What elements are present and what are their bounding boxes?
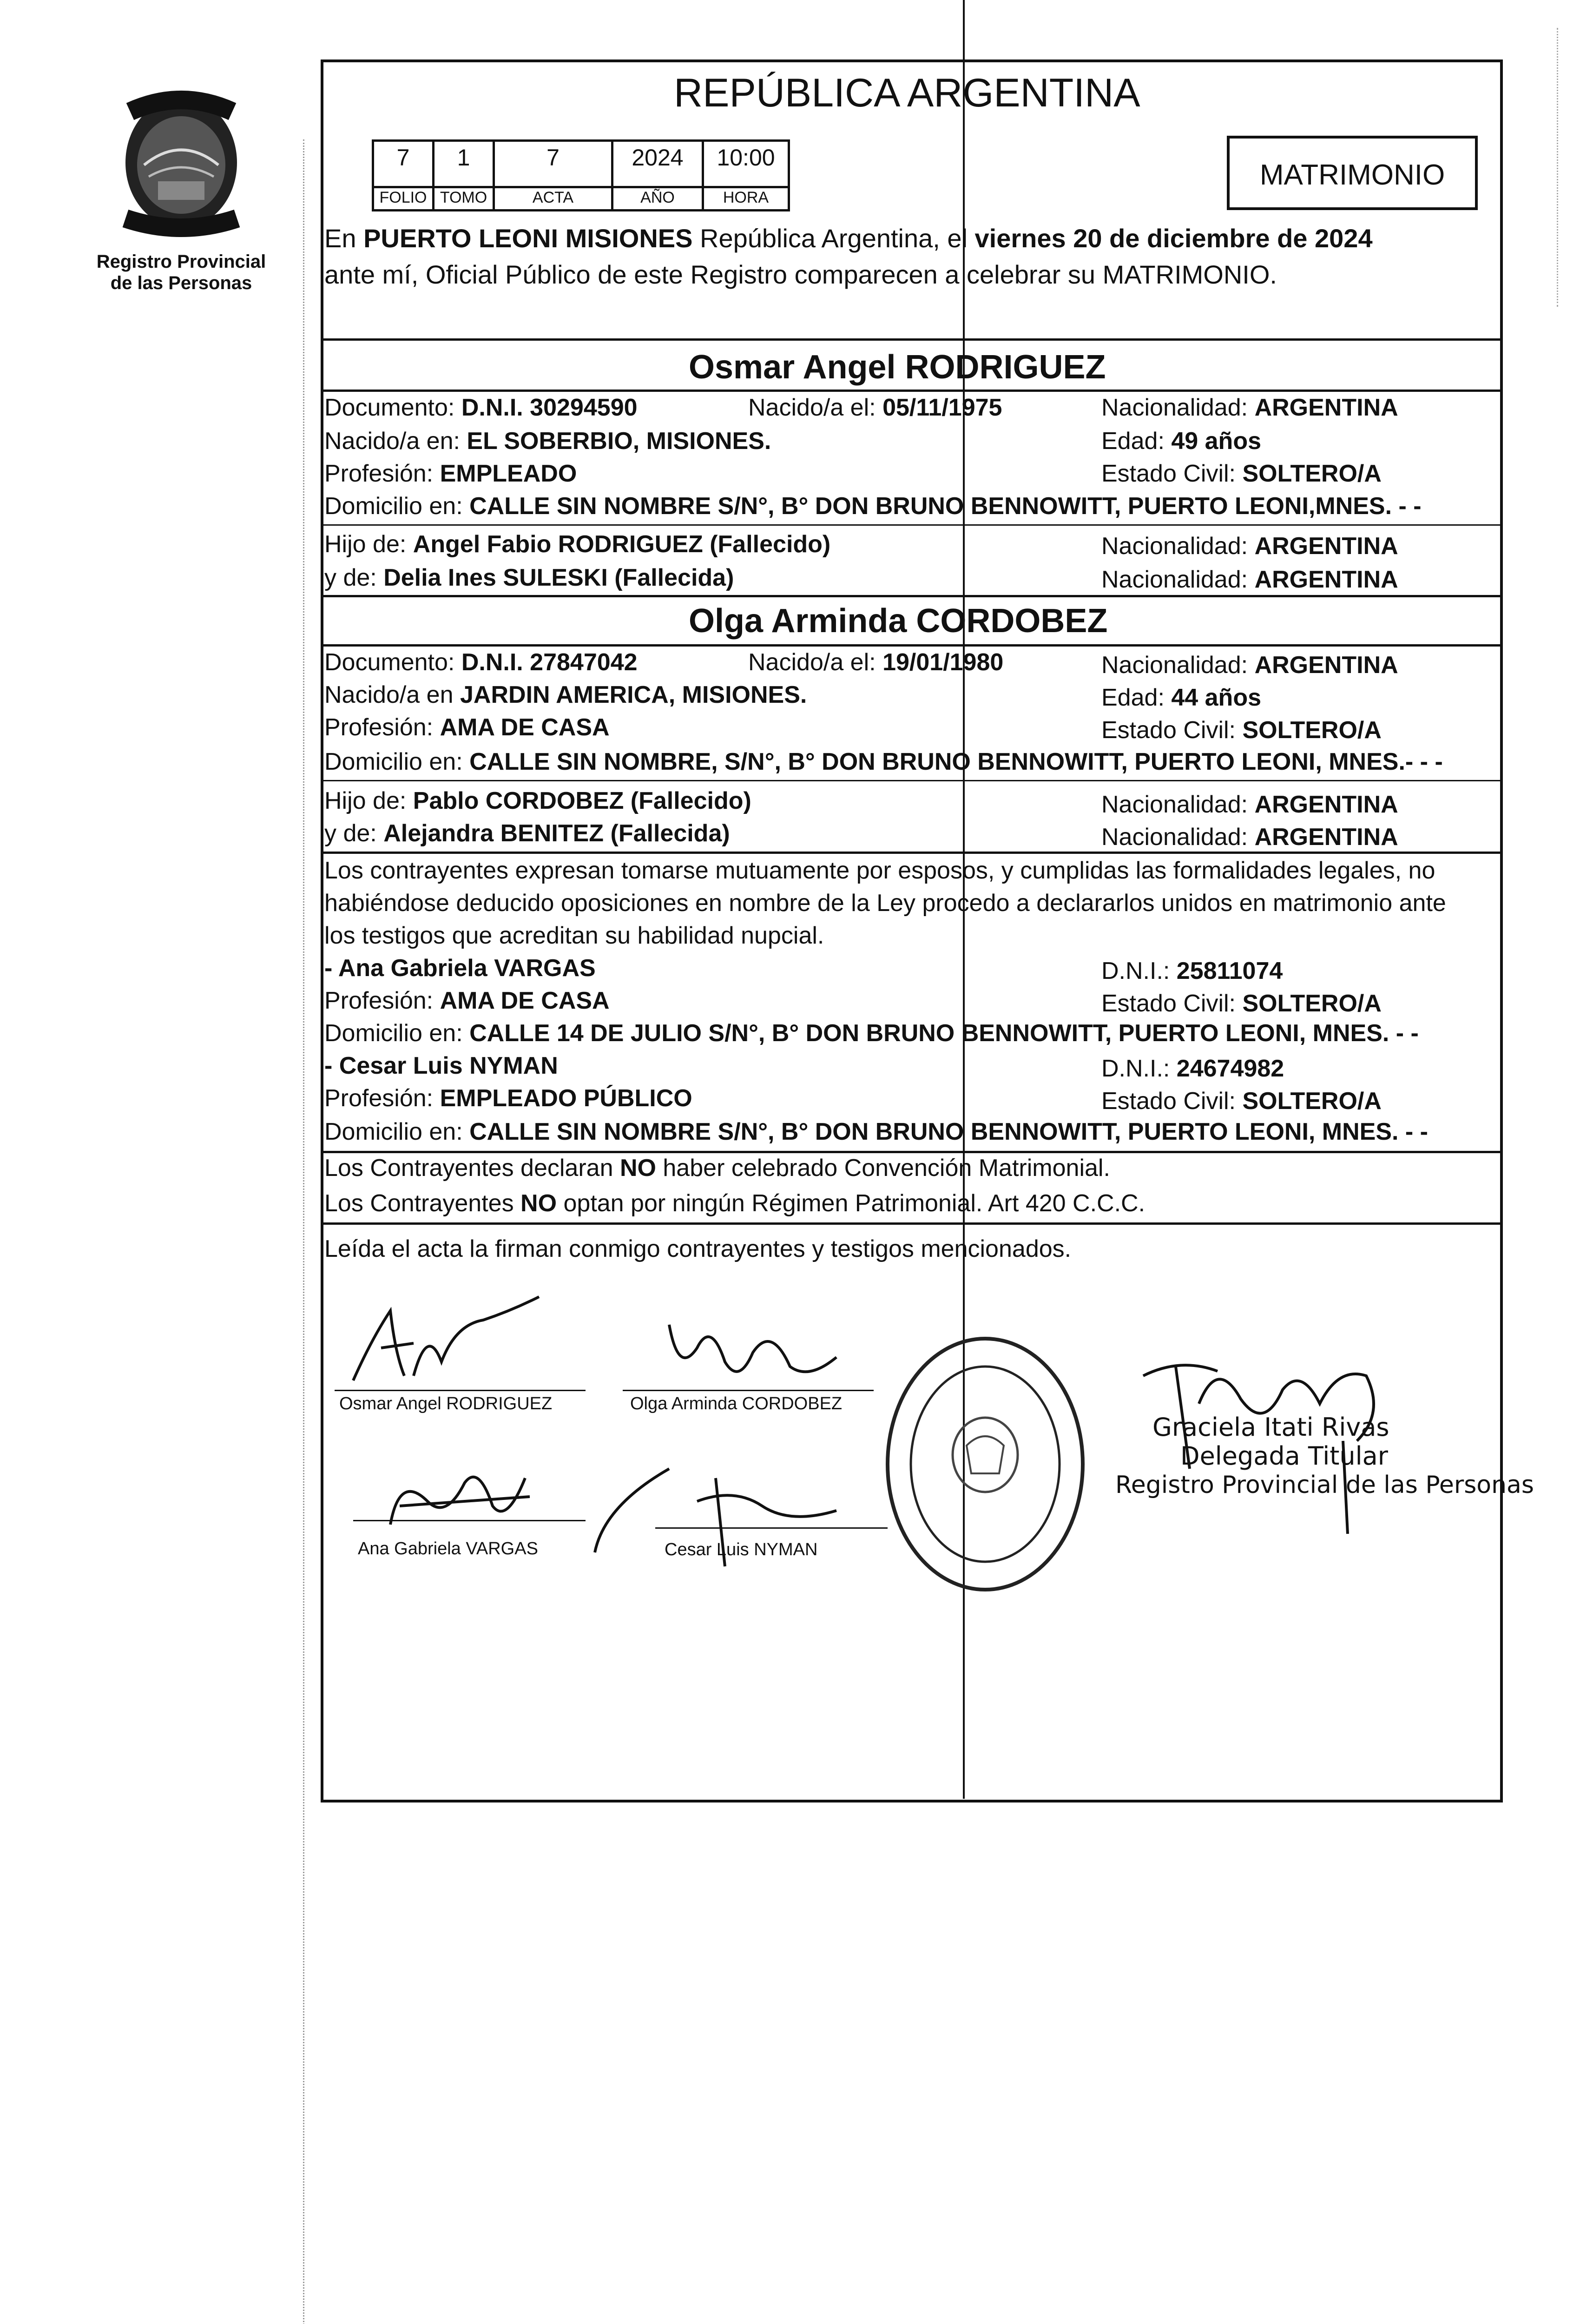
- born-label: Nacido/a el:: [748, 394, 876, 421]
- logo-caption: [79, 251, 283, 294]
- father-nat-label: Nacionalidad:: [1101, 533, 1248, 560]
- addr-label: Domicilio en:: [324, 1020, 463, 1047]
- signature-name-ana: Ana Gabriela VARGAS: [358, 1539, 538, 1558]
- father-nat-value: ARGENTINA: [1254, 533, 1398, 560]
- spouse1-birthplace: [324, 427, 771, 456]
- addr-value: CALLE 14 DE JULIO S/N°, B° DON BRUNO BENNOWITT, PUERTO LEONI, MNES. - -: [469, 1020, 1419, 1047]
- spouse1-civil-status: [1101, 459, 1382, 488]
- spouse2-document: [324, 648, 638, 677]
- civil-label: Estado Civil:: [1101, 990, 1236, 1017]
- doc-label: Documento:: [324, 649, 455, 676]
- father-nat-label: Nacionalidad:: [1101, 791, 1248, 818]
- signature-ana-icon: [372, 1455, 548, 1548]
- right-margin-marks: [1557, 28, 1560, 307]
- born-label: Nacido/a el:: [748, 649, 876, 676]
- witness2-civil-status: [1101, 1087, 1382, 1116]
- addr-value: CALLE SIN NOMBRE S/N°, B° DON BRUNO BENNOWITT, PUERTO LEONI,MNES. - -: [469, 493, 1422, 520]
- born-value: 05/11/1975: [882, 394, 1002, 421]
- spouse2-father: [324, 786, 751, 815]
- intro-date: viernes 20 de diciembre de 2024: [974, 224, 1373, 253]
- intro-text-b: República Argentina, el: [692, 224, 975, 253]
- mother-nat-value: ARGENTINA: [1254, 566, 1398, 593]
- civil-value: SOLTERO/A: [1242, 1088, 1382, 1115]
- mother-value: Delia Ines SULESKI (Fallecida): [383, 564, 734, 591]
- official-block: [1115, 1413, 1534, 1499]
- witness1-civil-status: [1101, 989, 1382, 1018]
- note2-b: NO: [520, 1190, 557, 1217]
- nat-value: ARGENTINA: [1254, 394, 1398, 421]
- note-regime: [324, 1189, 1145, 1218]
- signature-line-osmar: [335, 1390, 586, 1391]
- addr-label: Domicilio en:: [324, 493, 463, 520]
- spouse2-civil-status: [1101, 716, 1382, 745]
- declaration-line3: los testigos que acreditan su habilidad nupcial.: [324, 922, 824, 949]
- spouse2-nationality: [1101, 651, 1398, 680]
- divider-intro: [321, 338, 1503, 341]
- addr-label: Domicilio en:: [324, 748, 463, 775]
- act-type-label: MATRIMONIO: [1259, 159, 1445, 191]
- addr-value: CALLE SIN NOMBRE S/N°, B° DON BRUNO BENNOWITT, PUERTO LEONI, MNES. - -: [469, 1118, 1428, 1145]
- spouse1-name: Osmar Angel RODRIGUEZ: [689, 349, 1106, 386]
- place-label: Nacido/a en: [324, 681, 454, 708]
- folio-value-cell: [372, 139, 434, 188]
- divider-spouse2-top: [321, 595, 1503, 597]
- age-label: Edad:: [1101, 428, 1165, 455]
- signature-name-cesar: Cesar Luis NYMAN: [665, 1540, 818, 1559]
- civil-value: SOLTERO/A: [1242, 717, 1382, 744]
- witness2-name: - Cesar Luis NYMAN: [324, 1052, 558, 1079]
- spouse2-birthplace: [324, 680, 807, 709]
- witness2-dni: [1101, 1054, 1284, 1083]
- mother-nat-value: ARGENTINA: [1254, 824, 1398, 851]
- divider-reading: [321, 1222, 1503, 1225]
- dni-value: 25811074: [1176, 957, 1283, 984]
- nat-label: Nacionalidad:: [1101, 394, 1248, 421]
- father-value: Pablo CORDOBEZ (Fallecido): [413, 787, 751, 814]
- note1-c: haber celebrado Convención Matrimonial.: [656, 1155, 1110, 1182]
- mother-nat-label: Nacionalidad:: [1101, 566, 1248, 593]
- left-margin-marks: [303, 139, 306, 2324]
- dni-label: D.N.I.:: [1101, 957, 1170, 984]
- doc-label: Documento:: [324, 394, 455, 421]
- note-reading: Leída el acta la firman conmigo contrayentes y testigos mencionados.: [324, 1235, 1072, 1262]
- mother-label: y de:: [324, 564, 377, 591]
- acta-value: 7: [546, 145, 560, 171]
- father-label: Hijo de:: [324, 787, 407, 814]
- registry-stamp-icon: [874, 1325, 1097, 1604]
- prof-value: AMA DE CASA: [440, 987, 610, 1014]
- ano-label: AÑO: [611, 186, 704, 211]
- act-type-box: [1227, 136, 1478, 210]
- spouse1-mother-nationality: [1101, 565, 1398, 594]
- spouse2-father-nationality: [1101, 790, 1398, 819]
- folio-label: FOLIO: [372, 186, 434, 211]
- mother-value: Alejandra BENITEZ (Fallecida): [383, 820, 730, 847]
- spouse2-address: [324, 747, 1443, 776]
- note2-a: Los Contrayentes: [324, 1190, 521, 1217]
- place-value: EL SOBERBIO, MISIONES.: [467, 428, 771, 455]
- father-nat-value: ARGENTINA: [1254, 791, 1398, 818]
- spouse1-father-nationality: [1101, 532, 1398, 561]
- intro-text-a: En: [324, 224, 364, 253]
- divider-spouse1-parents: [321, 524, 1503, 526]
- civil-label: Estado Civil:: [1101, 717, 1236, 744]
- spouse1-mother: [324, 563, 734, 592]
- tomo-label: TOMO: [432, 186, 495, 211]
- prof-value: EMPLEADO: [440, 460, 577, 487]
- prof-label: Profesión:: [324, 460, 434, 487]
- spouse1-document: [324, 393, 638, 422]
- born-value: 19/01/1980: [882, 649, 1004, 676]
- mother-label: y de:: [324, 820, 377, 847]
- spouse2-mother: [324, 819, 730, 848]
- prof-value: AMA DE CASA: [440, 714, 610, 741]
- civil-value: SOLTERO/A: [1242, 460, 1382, 487]
- hora-value: 10:00: [717, 145, 775, 171]
- spouse1-nationality: [1101, 393, 1398, 422]
- ano-value-cell: [611, 139, 704, 188]
- official-role: Delegada Titular: [1180, 1441, 1388, 1471]
- prof-label: Profesión:: [324, 1085, 434, 1112]
- spouse1-age: [1101, 427, 1261, 456]
- divider-spouse2-parents: [321, 780, 1503, 781]
- civil-value: SOLTERO/A: [1242, 990, 1382, 1017]
- spouse2-profession: [324, 713, 610, 742]
- note1-b: NO: [619, 1155, 656, 1182]
- declaration-line2: habiéndose deducido oposiciones en nombre de la Ley procedo a declararlos unidos en matrimonio ante: [324, 890, 1446, 917]
- hora-value-cell: [702, 139, 790, 188]
- age-label: Edad:: [1101, 684, 1165, 711]
- dni-label: D.N.I.:: [1101, 1055, 1170, 1082]
- intro-line1: [324, 224, 1373, 253]
- prof-label: Profesión:: [324, 714, 434, 741]
- intro-line2: ante mí, Oficial Público de este Registro comparecen a celebrar su MATRIMONIO.: [324, 260, 1277, 289]
- page-title: REPÚBLICA ARGENTINA: [674, 71, 1140, 115]
- spouse1-father: [324, 530, 830, 559]
- declaration-line1: Los contrayentes expresan tomarse mutuamente por esposos, y cumplidas las formalidades legales, no: [324, 857, 1435, 884]
- hora-label: HORA: [702, 186, 790, 211]
- acta-label: ACTA: [493, 186, 613, 211]
- witness1-address: [324, 1019, 1419, 1048]
- registry-logo: [93, 84, 270, 242]
- folio-value: 7: [396, 145, 410, 171]
- doc-value: D.N.I. 30294590: [461, 394, 638, 421]
- divider-spouse2: [321, 644, 1503, 647]
- divider-notes: [321, 1151, 1503, 1153]
- witness1-profession: [324, 986, 610, 1015]
- spouse1-profession: [324, 459, 577, 488]
- signature-name-olga: Olga Arminda CORDOBEZ: [630, 1394, 843, 1413]
- witness1-name: - Ana Gabriela VARGAS: [324, 955, 596, 982]
- witness2-profession: [324, 1084, 692, 1113]
- prof-value: EMPLEADO PÚBLICO: [440, 1085, 692, 1112]
- signature-line-cesar: [655, 1527, 888, 1529]
- age-value: 44 años: [1171, 684, 1261, 711]
- spouse2-name: Olga Arminda CORDOBEZ: [689, 602, 1108, 640]
- dni-value: 24674982: [1176, 1055, 1284, 1082]
- civil-label: Estado Civil:: [1101, 1088, 1236, 1115]
- signature-line-ana: [353, 1520, 586, 1521]
- mother-nat-label: Nacionalidad:: [1101, 824, 1248, 851]
- civil-label: Estado Civil:: [1101, 460, 1236, 487]
- signature-osmar-icon: [335, 1283, 558, 1394]
- note-convention: [324, 1154, 1110, 1182]
- official-name: Graciela Itati Rivas: [1152, 1413, 1389, 1442]
- doc-value: D.N.I. 27847042: [461, 649, 638, 676]
- misiones-coat-of-arms-icon: [93, 84, 270, 242]
- spouse1-birthdate: [748, 393, 1002, 422]
- nat-label: Nacionalidad:: [1101, 652, 1248, 679]
- ano-value: 2024: [632, 145, 684, 171]
- witness1-dni: [1101, 957, 1283, 985]
- spouse2-age: [1101, 683, 1261, 712]
- intro-place: PUERTO LEONI MISIONES: [363, 224, 693, 253]
- note1-a: Los Contrayentes declaran: [324, 1155, 620, 1182]
- addr-label: Domicilio en:: [324, 1118, 463, 1145]
- divider-spouse1: [321, 390, 1503, 392]
- tomo-value-cell: [432, 139, 495, 188]
- nat-value: ARGENTINA: [1254, 652, 1398, 679]
- signature-line-olga: [623, 1390, 874, 1391]
- tomo-value: 1: [457, 145, 470, 171]
- acta-value-cell: [493, 139, 613, 188]
- place-value: JARDIN AMERICA, MISIONES.: [460, 681, 807, 708]
- witness2-address: [324, 1117, 1428, 1146]
- spouse1-address: [324, 492, 1422, 521]
- divider-declaration: [321, 852, 1503, 854]
- note2-c: optan por ningún Régimen Patrimonial. Art 420 C.C.C.: [557, 1190, 1146, 1217]
- signature-olga-icon: [660, 1311, 846, 1390]
- place-label: Nacido/a en:: [324, 428, 460, 455]
- logo-caption-line1: Registro Provincial: [96, 251, 266, 272]
- spouse2-mother-nationality: [1101, 823, 1398, 852]
- signature-name-osmar: Osmar Angel RODRIGUEZ: [339, 1394, 553, 1413]
- father-value: Angel Fabio RODRIGUEZ (Fallecido): [413, 531, 831, 558]
- father-label: Hijo de:: [324, 531, 407, 558]
- official-org: Registro Provincial de las Personas: [1115, 1471, 1534, 1499]
- age-value: 49 años: [1171, 428, 1261, 455]
- addr-value: CALLE SIN NOMBRE, S/N°, B° DON BRUNO BENNOWITT, PUERTO LEONI, MNES.- - -: [469, 748, 1443, 775]
- prof-label: Profesión:: [324, 987, 434, 1014]
- logo-caption-line2: de las Personas: [110, 273, 252, 293]
- spouse2-birthdate: [748, 648, 1003, 677]
